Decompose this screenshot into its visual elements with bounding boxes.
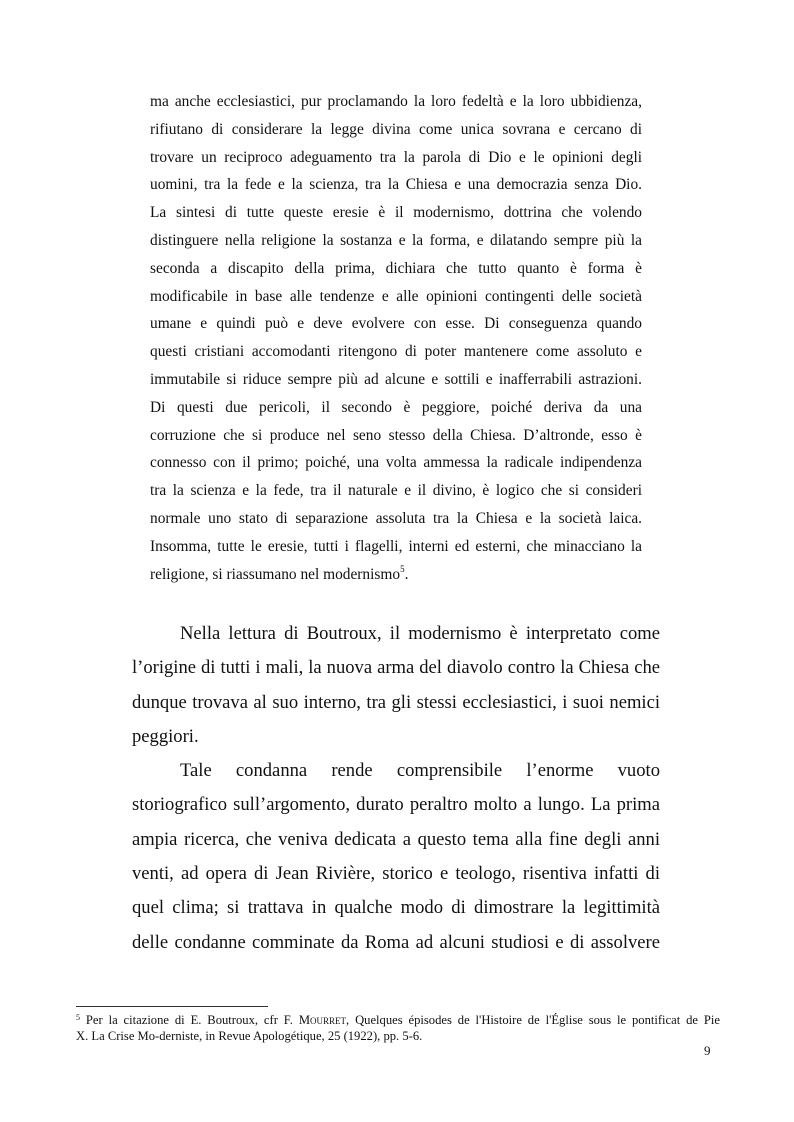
paragraph-line: quel clima; si trattava in qualche modo di dimostrare la legittimità bbox=[132, 897, 660, 919]
quote-line: trovare un reciproco adeguamento tra la parola di Dio e le opinioni degli bbox=[150, 148, 642, 166]
paragraph-line: Nella lettura di Boutroux, il modernismo è interpretato come bbox=[180, 623, 660, 644]
footnote-line: $^5$ Per la citazione di E. Boutroux, cfr F. Mourret, Quelques épisodes de l'Histoire de l'Église sous le pontificat de Pie bbox=[76, 1013, 720, 1027]
paragraph-line: l’origine di tutti i mali, la nuova arma del diavolo contro la Chiesa che bbox=[132, 657, 660, 679]
paragraph-line: ampia ricerca, che veniva dedicata a questo tema alla fine degli anni bbox=[132, 828, 660, 850]
quote-line: corruzione che si produce nel seno stesso della Chiesa. D’altronde, esso è bbox=[150, 426, 642, 444]
footnote bbox=[76, 1012, 720, 1044]
quote-line: Insomma, tutte le eresie, tutti i flagelli, interni ed esterni, che minacciano la bbox=[150, 537, 642, 555]
footnote-number: 5 bbox=[76, 1013, 80, 1022]
quote-line: tra la scienza e la fede, tra il naturale e il divino, è logico che si consideri bbox=[150, 482, 642, 500]
paragraph-line: Tale condanna rende comprensibile l’enorme vuoto bbox=[180, 760, 660, 782]
page-number: 9 bbox=[704, 1043, 711, 1058]
quote-line: immutabile si riduce sempre più ad alcune e sottili e inafferrabili astrazioni. bbox=[150, 370, 642, 388]
body-text bbox=[132, 617, 660, 960]
quote-line: religione, si riassumano nel modernismo$^5$. bbox=[150, 563, 409, 583]
quote-line: distinguere nella religione la sostanza e la forma, e dilatando sempre più la bbox=[150, 231, 642, 249]
quote-line: umane e quindi può e deve evolvere con esse. Di conseguenza quando bbox=[150, 315, 642, 333]
footnote-line: X. La Crise Mo-derniste, in Revue Apologétique, 25 (1922), pp. 5-6. bbox=[76, 1029, 423, 1043]
footnote-separator bbox=[76, 1006, 268, 1007]
quote-line: uomini, tra la fede e la scienza, tra la Chiesa e una democrazia senza Dio. bbox=[150, 176, 642, 194]
quote-line: modificabile in base alle tendenze e alle opinioni contingenti delle società bbox=[150, 287, 642, 305]
paragraph-line: delle condanne comminate da Roma ad alcuni studiosi e di assolvere bbox=[132, 931, 660, 953]
paragraph-line: dunque trovava al suo interno, tra gli stessi ecclesiastici, i suoi nemici bbox=[132, 691, 660, 713]
quote-line: connesso con il primo; poiché, una volta ammessa la radicale indipendenza bbox=[150, 454, 642, 472]
footnote-author: Mourret bbox=[298, 1013, 347, 1027]
quote-line: questi cristiani accomodanti ritengono di poter mantenere come assoluto e bbox=[150, 343, 642, 361]
quote-line: ma anche ecclesiastici, pur proclamando la loro fedeltà e la loro ubbidienza, bbox=[150, 93, 642, 110]
quote-line: La sintesi di tutte queste eresie è il modernismo, dottrina che volendo bbox=[150, 204, 642, 222]
footnote-reference: 5 bbox=[400, 563, 405, 574]
paragraph-line: venti, ad opera di Jean Rivière, storico e teologo, risentiva infatti di bbox=[132, 863, 660, 885]
quote-line: seconda a discapito della prima, dichiara che tutto quanto è forma è bbox=[150, 259, 642, 277]
paragraph-line: peggiori. bbox=[132, 725, 199, 747]
block-quote bbox=[150, 88, 642, 588]
quote-line: Di questi due pericoli, il secondo è peggiore, poiché deriva da una bbox=[150, 398, 642, 416]
quote-line: rifiutano di considerare la legge divina come unica sovrana e cercano di bbox=[150, 120, 642, 138]
quote-end: . bbox=[404, 565, 409, 583]
paragraph-line: storiografico sull’argomento, durato peraltro molto a lungo. La prima bbox=[132, 794, 660, 816]
quote-line: normale uno stato di separazione assoluta tra la Chiesa e la società laica. bbox=[150, 509, 642, 527]
